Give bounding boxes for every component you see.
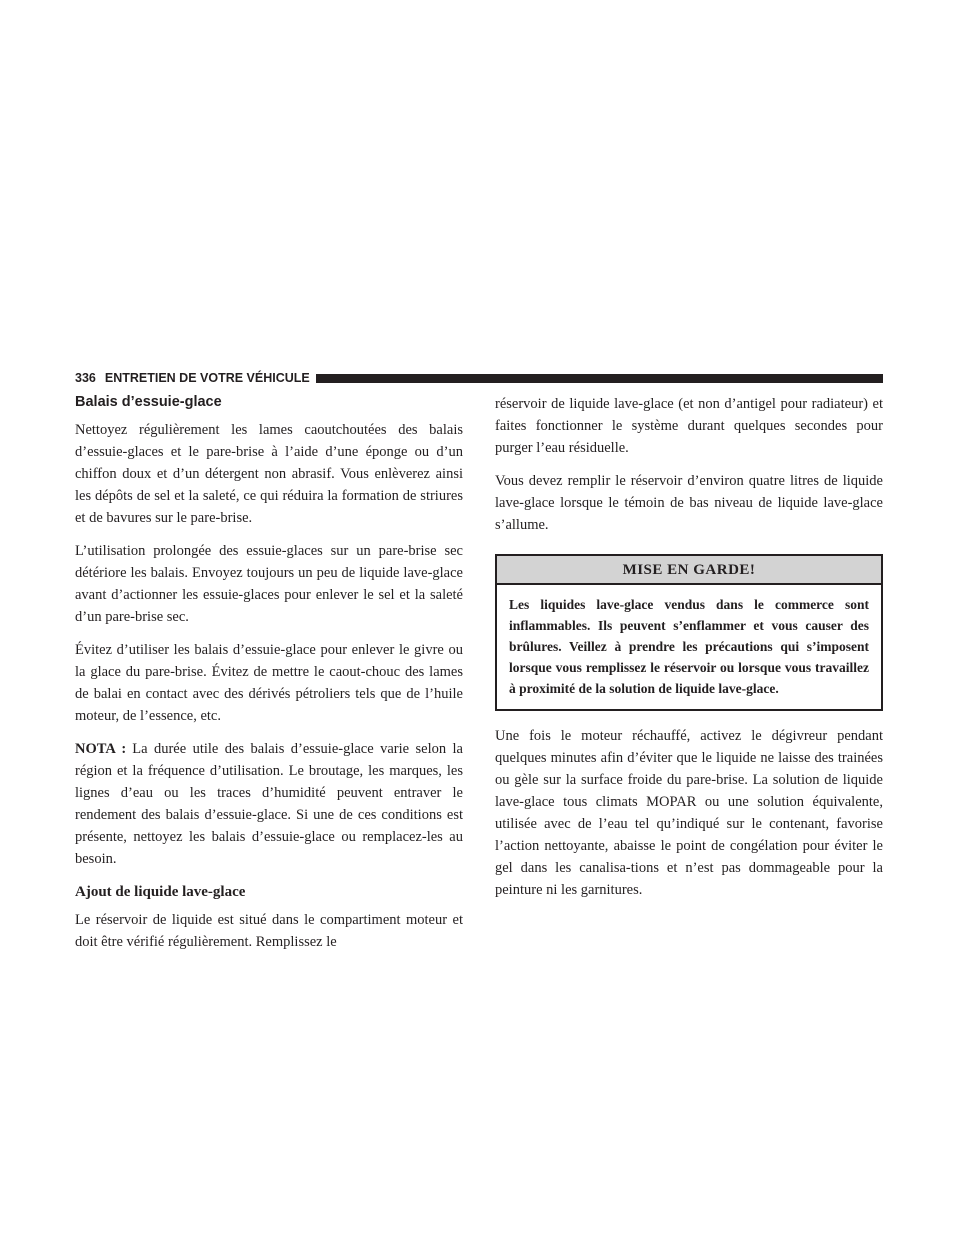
left-column	[75, 393, 463, 953]
warning-title: MISE EN GARDE!	[497, 556, 881, 585]
paragraph: Nettoyez régulièrement les lames caoutchoutées des balais d’essuie-glaces et le pare-brise à l’aide d’une éponge ou d’un chiffon doux et d’un détergent non abrasif. Vous enlèverez ainsi les dépôts de sel et la saleté, ce qui réduira la formation de striures et de bavures sur le pare-brise.	[75, 422, 463, 526]
paragraph: Vous devez remplir le réservoir d’environ quatre litres de liquide lave-glace lorsque le témoin de bas niveau de liquide lave-glace s’allume.	[495, 473, 883, 533]
warning-text: Les liquides lave-glace vendus dans le commerce sont inflammables. Ils peuvent s’enflammer et vous causer des brûlures. Veillez à prendre les précautions qui s’imposent lorsque vous remplissez le réservoir ou lorsque vous travaillez à proximité de la solution de liquide lave-glace.	[509, 597, 869, 696]
page-number: 336	[75, 371, 96, 385]
paragraph: réservoir de liquide lave-glace (et non d’antigel pour radiateur) et faites fonctionner le système durant quelques secondes pour purger l’eau résiduelle.	[495, 396, 883, 456]
warning-box	[495, 554, 883, 711]
section-heading: Balais d’essuie-glace	[75, 394, 222, 410]
note-label: NOTA :	[75, 741, 127, 757]
paragraph: Une fois le moteur réchauffé, activez le dégivreur pendant quelques minutes afin d’éviter que le liquide ne laisse des trainées ou gèle sur la surface froide du pare-brise. La solution de liquide lave-glace tous climats MOPAR ou une solution équivalente, utilisée avec de l’eau tel qu’indiqué sur le contenant, favorise l’action nettoyante, abaisse le point de congélation pour éviter le gel dans les canalisa-tions et n’est pas dommageable pour la peinture ni les garnitures.	[495, 728, 883, 898]
note-paragraph	[75, 738, 463, 870]
paragraph: Le réservoir de liquide est situé dans le compartiment moteur et doit être vérifié régulièrement. Remplissez le	[75, 912, 463, 950]
paragraph: L’utilisation prolongée des essuie-glaces sur un pare-brise sec détériore les balais. Envoyez toujours un peu de liquide lave-glace avant d’actionner les essuie-glaces pour enlever le sel et la saleté d’un pare-brise sec.	[75, 543, 463, 625]
note-text: La durée utile des balais d’essuie-glace varie selon la région et la fréquence d’utilisation. Le broutage, les marques, les lignes d’eau ou les traces d’humidité peuvent entraver le rendement des balais d’essuie-glace. Si une de ces conditions est présente, nettoyez les balais d’essuie-glace ou remplacez-les au besoin.	[75, 741, 463, 867]
section-title: ENTRETIEN DE VOTRE VÉHICULE	[104, 371, 310, 385]
paragraph: Évitez d’utiliser les balais d’essuie-glace pour enlever le givre ou la glace du pare-brise. Évitez de mettre le caout-chouc des lames de balai en contact avec des dérivés pétroliers tels que de l’huile moteur, de l’essence, etc.	[75, 642, 463, 724]
page-header	[75, 368, 883, 388]
sub-heading: Ajout de liquide lave-glace	[75, 884, 246, 900]
right-column	[495, 393, 883, 912]
header-rule	[316, 374, 883, 383]
